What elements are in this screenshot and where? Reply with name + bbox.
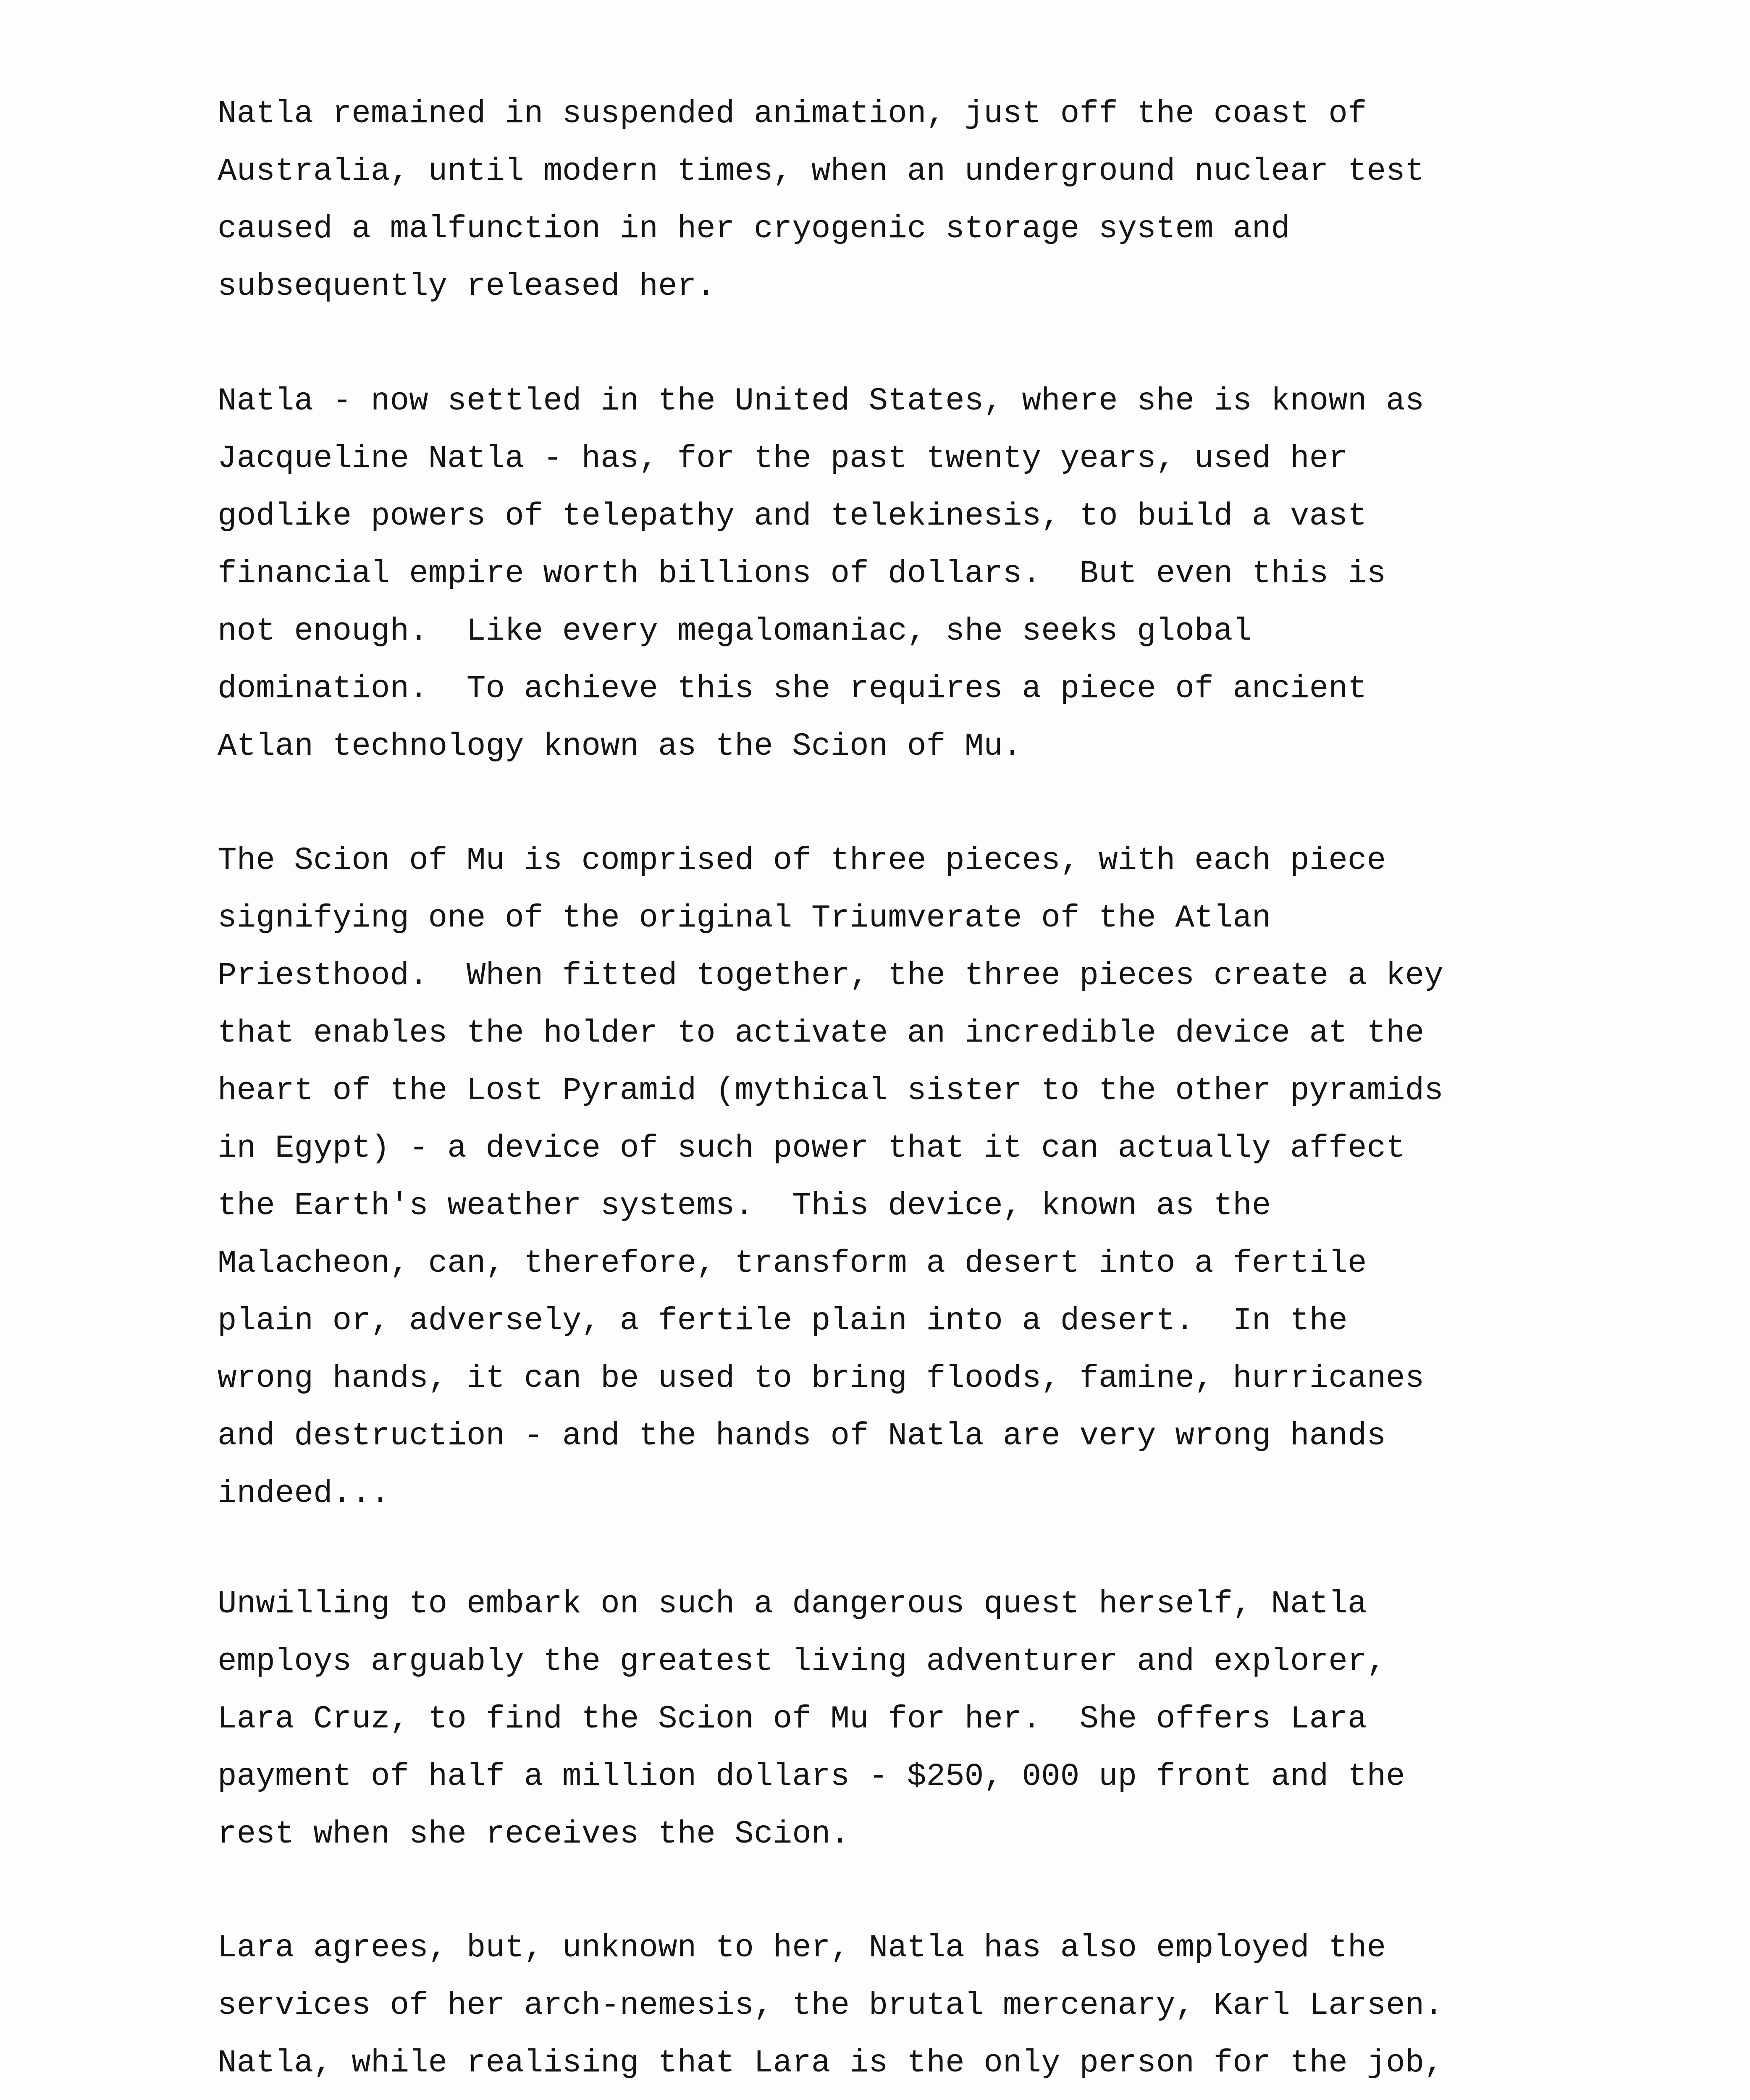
paragraph-line: Natla remained in suspended animation, just off the coast of	[218, 96, 1367, 132]
paragraph-line: Natla - now settled in the United States, where she is known as	[218, 383, 1425, 419]
paragraph-line: plain or, adversely, a fertile plain into a desert. In the	[218, 1303, 1348, 1339]
paragraph-line: Lara Cruz, to find the Scion of Mu for her. She offers Lara	[218, 1701, 1367, 1737]
paragraph-2	[218, 373, 1603, 775]
paragraph-line: The Scion of Mu is comprised of three pieces, with each piece	[218, 843, 1386, 879]
paragraph-line: rest when she receives the Scion.	[218, 1816, 850, 1852]
paragraph-line: services of her arch-nemesis, the brutal mercenary, Karl Larsen.	[218, 1987, 1443, 2024]
paragraph-5	[218, 1919, 1603, 2100]
paragraph-line: caused a malfunction in her cryogenic storage system and	[218, 211, 1291, 247]
paragraph-line: employs arguably the greatest living adventurer and explorer,	[218, 1643, 1386, 1680]
paragraph-line: and destruction - and the hands of Natla are very wrong hands	[218, 1418, 1386, 1454]
paragraph-line: subsequently released her.	[218, 268, 716, 304]
paragraph-line: Lara agrees, but, unknown to her, Natla has also employed the	[218, 1930, 1386, 1966]
paragraph-line: the Earth's weather systems. This device, known as the	[218, 1188, 1271, 1224]
paragraph-line: financial empire worth billions of dollars. But even this is	[218, 556, 1386, 592]
paragraph-line: heart of the Lost Pyramid (mythical sister to the other pyramids	[218, 1073, 1443, 1109]
paragraph-1	[218, 85, 1603, 315]
paragraph-line: godlike powers of telepathy and telekinesis, to build a vast	[218, 498, 1367, 534]
paragraph-line: domination. To achieve this she requires a piece of ancient	[218, 671, 1367, 707]
paragraph-line: Atlan technology known as the Scion of Mu.	[218, 728, 1022, 764]
paragraph-3	[218, 832, 1603, 1522]
paragraph-line: Malacheon, can, therefore, transform a desert into a fertile	[218, 1245, 1367, 1281]
paragraph-line: wrong hands, it can be used to bring floods, famine, hurricanes	[218, 1360, 1425, 1396]
paragraph-4	[218, 1575, 1603, 1863]
paragraph-line	[218, 2092, 1603, 2100]
paragraph-line: that enables the holder to activate an incredible device at the	[218, 1015, 1425, 1051]
paragraph-line: Unwilling to embark on such a dangerous quest herself, Natla	[218, 1586, 1367, 1622]
paragraph-line: Australia, until modern times, when an underground nuclear test	[218, 153, 1425, 189]
paragraph-line: Jacqueline Natla - has, for the past twenty years, used her	[218, 441, 1348, 477]
paragraph-line: indeed...	[218, 1475, 390, 1512]
paragraph-line: in Egypt) - a device of such power that it can actually affect	[218, 1130, 1405, 1166]
paragraph-line: Priesthood. When fitted together, the three pieces create a key	[218, 958, 1443, 994]
paragraph-line: not enough. Like every megalomaniac, she seeks global	[218, 613, 1252, 649]
paragraph-line: signifying one of the original Triumverate of the Atlan	[218, 900, 1271, 936]
paragraph-line: Natla, while realising that Lara is the only person for the job,	[218, 2045, 1443, 2081]
paragraph-line: payment of half a million dollars - $250, 000 up front and the	[218, 1759, 1405, 1795]
